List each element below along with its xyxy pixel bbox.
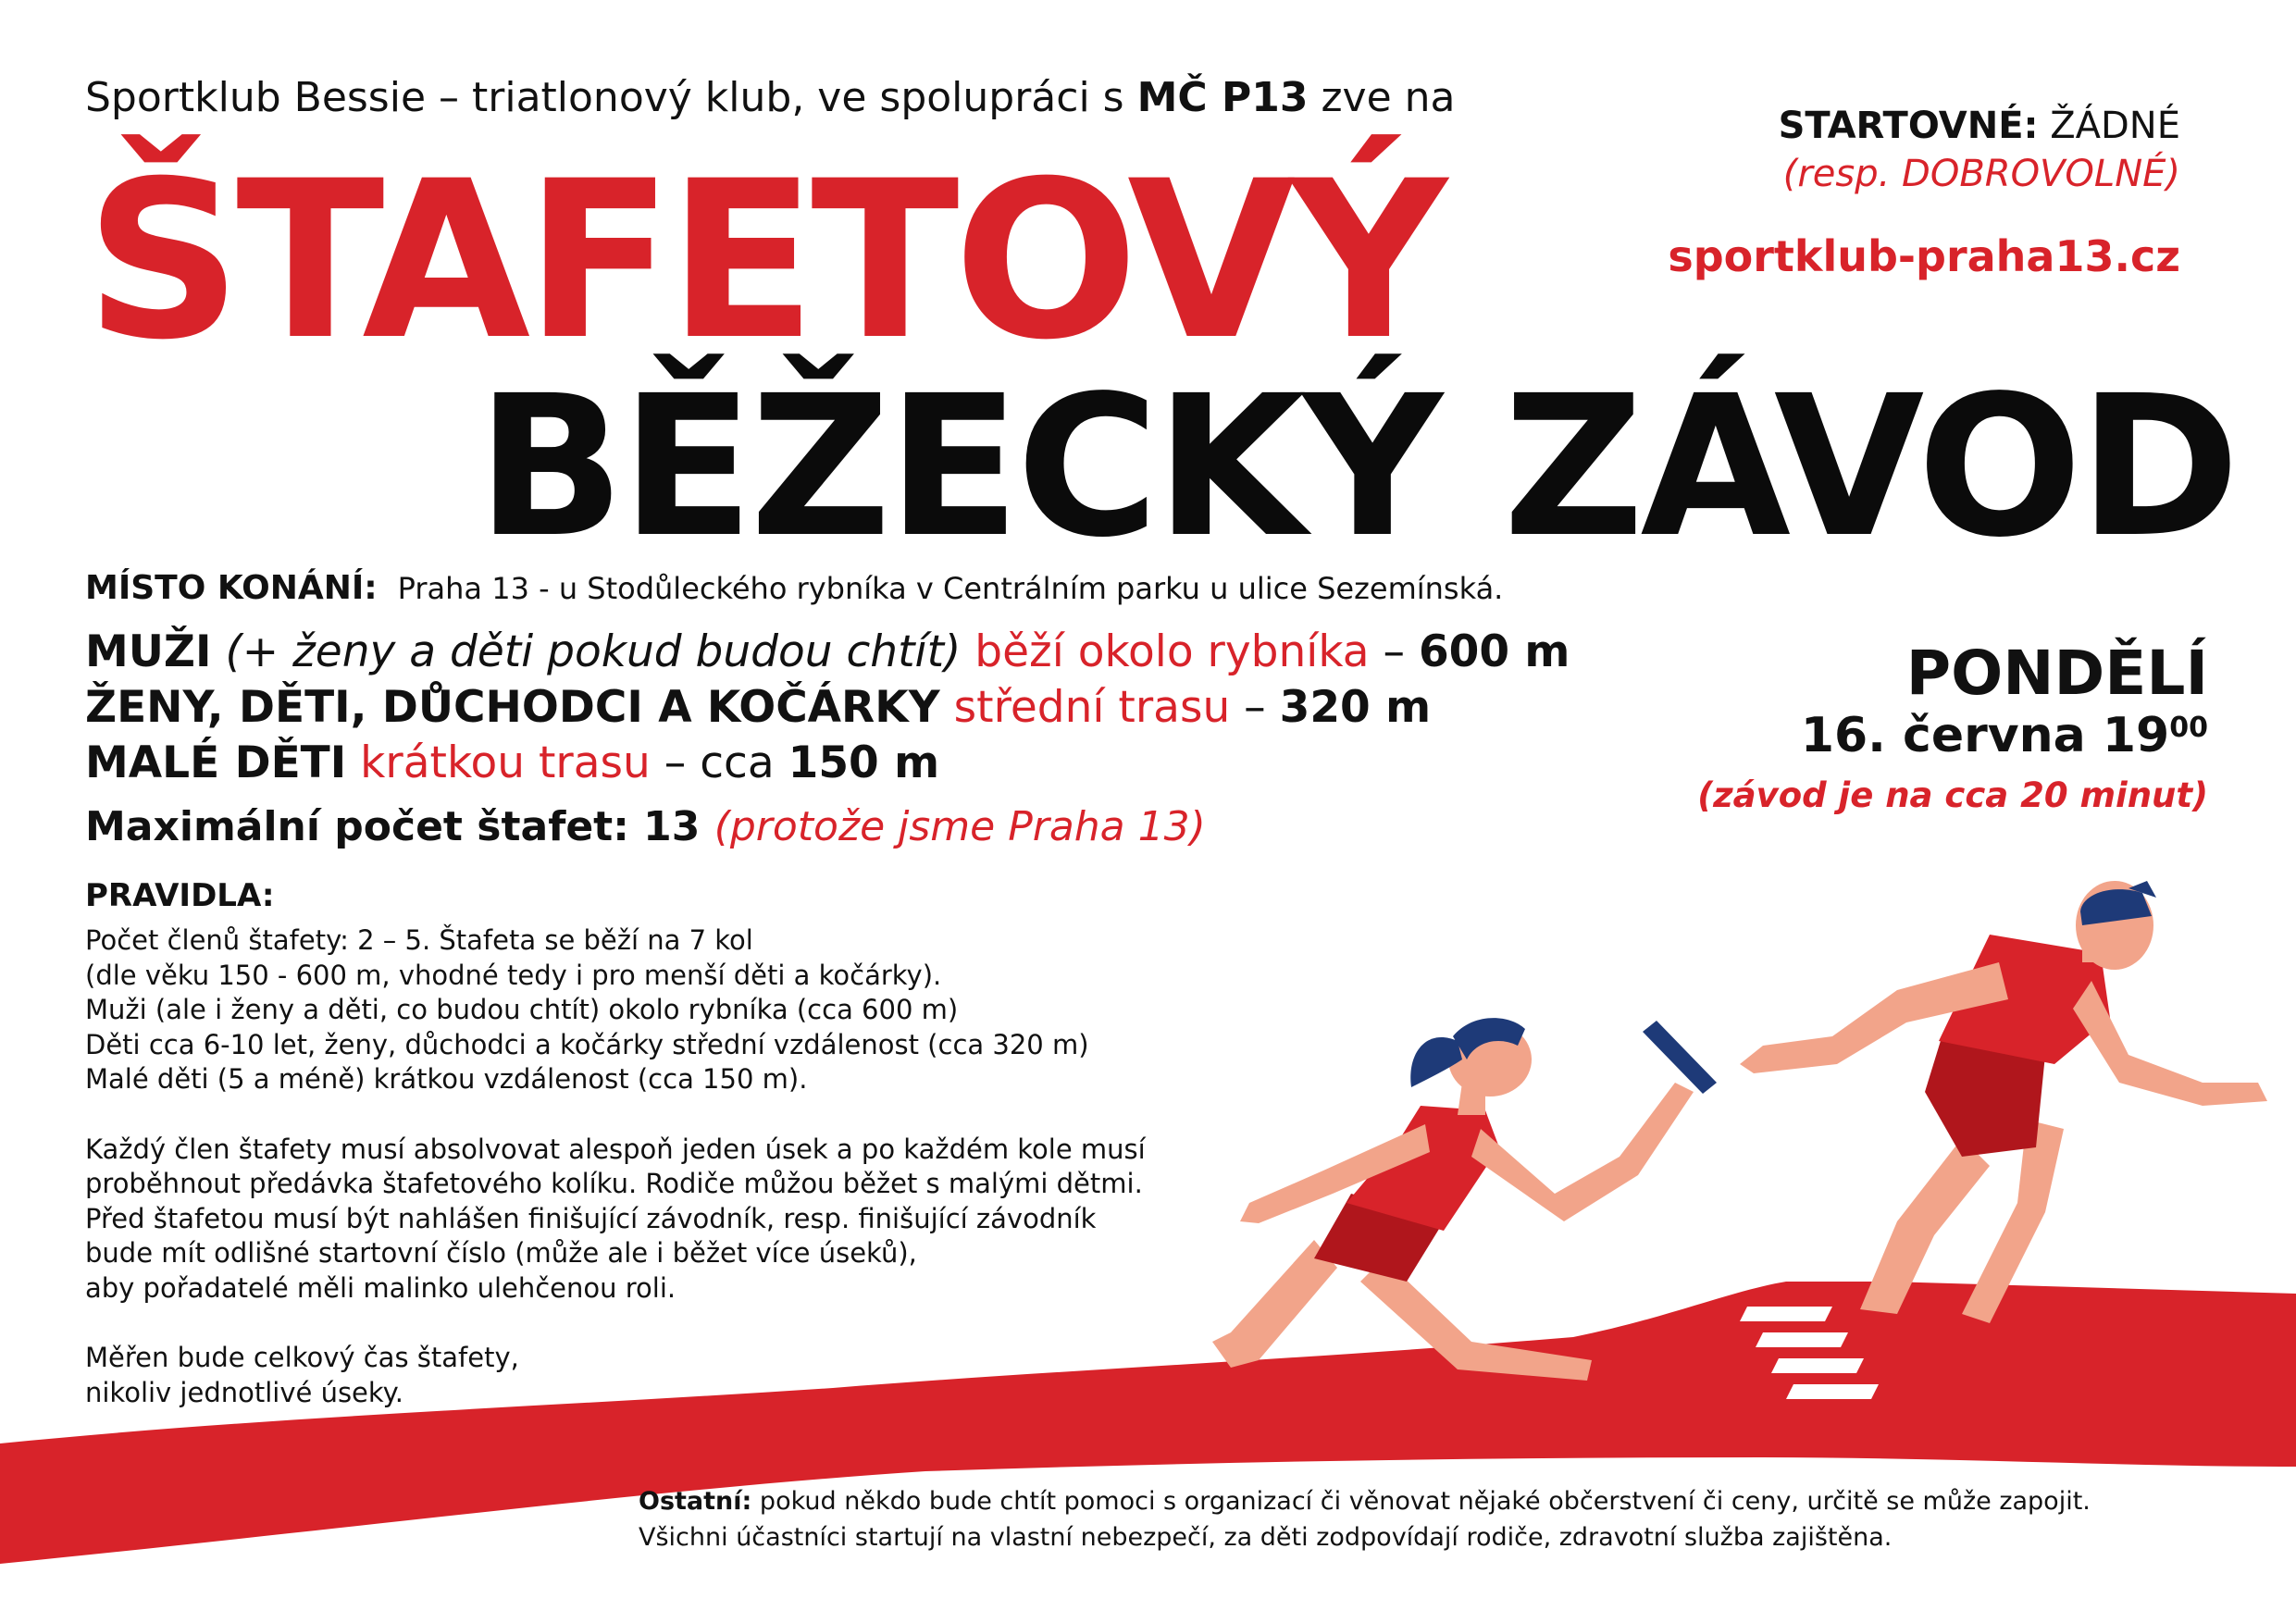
- route-sep: –: [1369, 626, 1419, 677]
- intro-end: zve na: [1308, 74, 1456, 121]
- venue-value: Praha 13 - u Stodůleckého rybníka v Centrálním parku u ulice Sezemínská.: [397, 571, 1504, 606]
- max-relays-note: protože jsme Praha 13: [729, 803, 1190, 850]
- route-desc: běží okolo rybníka: [974, 626, 1370, 677]
- rules-heading: PRAVIDLA:: [85, 877, 275, 914]
- routes-list: [85, 625, 1570, 791]
- fee-note: (resp. DOBROVOLNÉ): [1782, 153, 2180, 195]
- rules-text: [85, 923, 1146, 1410]
- route-desc: střední trasu: [939, 682, 1231, 733]
- rules-line: Každý člen štafety musí absolvovat alespoň jeden úsek a po každém kole musí: [85, 1133, 1146, 1165]
- max-relays-paren-open: (: [714, 803, 730, 850]
- route-sep: –: [1230, 682, 1280, 733]
- rules-line: [85, 1097, 1146, 1133]
- other-text-1: pokud někdo bude chtít pomoci s organizací či věnovat nějaké občerstvení či ceny, určitě se může zapojit.: [751, 1487, 2091, 1516]
- other-info: [639, 1483, 2091, 1555]
- route-distance-prefix: cca: [700, 737, 788, 788]
- entry-fee: [1779, 102, 2180, 198]
- rules-line: Před štafetou musí být nahlášen finišující závodník, resp. finišující závodník: [85, 1202, 1097, 1234]
- route-sep: –: [650, 737, 701, 788]
- fee-label: STARTOVNÉ:: [1778, 105, 2039, 147]
- partner-name: MČ P13: [1136, 74, 1309, 121]
- male-runner: [1740, 881, 2267, 1323]
- event-time-minutes: 00: [2169, 711, 2208, 744]
- website-link[interactable]: sportklub-praha13.cz: [1668, 231, 2180, 281]
- rules-line: bude mít odlišné startovní číslo (může ale i běžet více úseků),: [85, 1237, 917, 1270]
- route-group: MALÉ DĚTI: [85, 737, 347, 788]
- rules-line: Malé děti (5 a méně) krátkou vzdálenost (cca 150 m).: [85, 1063, 808, 1096]
- event-date-text: 16. června 19: [1800, 707, 2170, 763]
- intro-middle: – triatlonový klub, ve spolupráci s: [426, 74, 1137, 121]
- other-text-2: Všichni účastníci startují na vlastní nebezpečí, za děti zodpovídají rodiče, zdravotní služba zajištěna.: [639, 1523, 1893, 1552]
- venue: [85, 569, 1503, 607]
- route-group: MUŽI: [85, 626, 212, 677]
- route-group: ŽENY, DĚTI, DŮCHODCI A KOČÁRKY: [85, 682, 940, 733]
- event-duration: (závod je na cca 20 minut): [1697, 774, 2208, 815]
- max-relays-paren-close: ): [1189, 803, 1206, 850]
- venue-label: MÍSTO KONÁNÍ:: [85, 569, 378, 607]
- max-relays-label: Maximální počet štafet: 13: [85, 803, 714, 850]
- rules-line: nikoliv jednotlivé úseky.: [85, 1376, 403, 1408]
- rules-line: [85, 1307, 1146, 1342]
- route-distance: 150 m: [788, 737, 940, 788]
- title-line-1: ŠTAFETOVÝ: [85, 135, 1443, 388]
- rules-line: Muži (ale i ženy a děti, co budou chtít) okolo rybníka (cca 600 m): [85, 994, 959, 1026]
- fee-value: ŽÁDNÉ: [2038, 105, 2180, 147]
- other-line-1: [639, 1483, 2091, 1519]
- route-distance: 320 m: [1279, 682, 1432, 733]
- event-datetime: [1697, 709, 2208, 764]
- event-day: PONDĚLÍ: [1905, 638, 2208, 709]
- club-name: Sportklub Bessie: [85, 74, 427, 121]
- rules-line: Počet členů štafety: 2 – 5. Štafeta se běží na 7 kol: [85, 924, 753, 956]
- rules-line: (dle věku 150 - 600 m, vhodné tedy i pro menší děti a kočárky).: [85, 959, 942, 991]
- route-qualifier: (+ ženy a děti pokud budou chtít): [211, 626, 975, 677]
- route-desc: krátkou trasu: [346, 737, 651, 788]
- other-label: Ostatní:: [639, 1487, 752, 1516]
- max-relays: [85, 803, 1206, 850]
- title-line-2: BĚŽECKÝ ZÁVOD: [477, 353, 2237, 580]
- route-line: [85, 625, 1570, 680]
- rules-line: Měřen bude celkový čas štafety,: [85, 1342, 519, 1374]
- route-line: [85, 736, 1570, 791]
- event-date: [1697, 638, 2208, 815]
- rules-line: Děti cca 6-10 let, ženy, důchodci a kočárky střední vzdálenost (cca 320 m): [85, 1028, 1089, 1060]
- route-distance: 600 m: [1418, 626, 1570, 677]
- route-line: [85, 680, 1570, 736]
- intro-line: [85, 74, 1455, 121]
- rules-line: proběhnout předávka štafetového kolíku. Rodiče můžou běžet s malými dětmi.: [85, 1168, 1143, 1200]
- rules-line: aby pořadatelé měli malinko ulehčenou roli.: [85, 1271, 676, 1304]
